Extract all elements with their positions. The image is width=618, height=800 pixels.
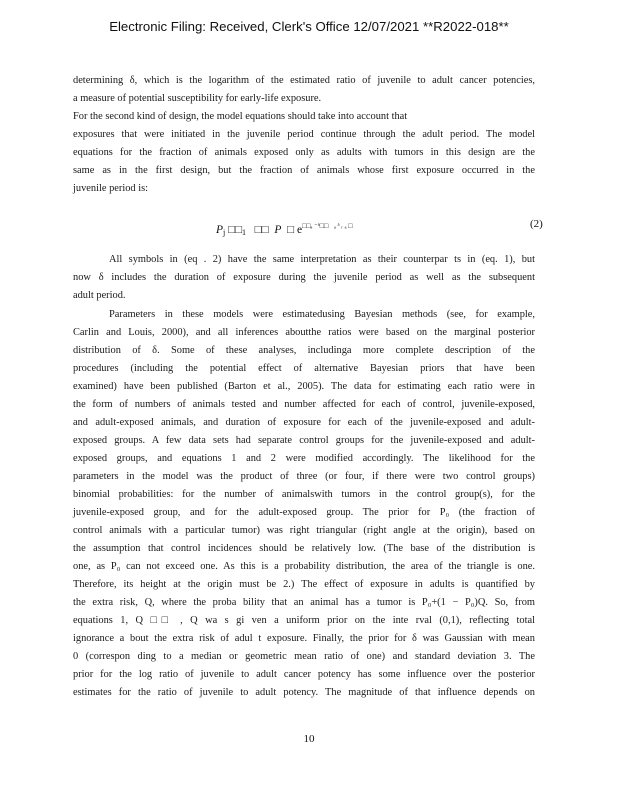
text-line: the form of numbers of animals tested and number affected for each of control, juvenile-exposed, [73,399,535,410]
eq-trailing: ₐ ᵟ ᵣ ₐ □ [333,222,353,230]
eq-symbol-p: P [216,224,224,236]
text-line: estimates for the ratio of juvenile to adult potency. The magnitude of that influence depends on [73,687,535,698]
text-line: Carlin and Louis, 2000), and all inferences aboutthe ratios were based on the marginal posterior [73,327,535,338]
text-line: the assumption that control incidences should be relatively low. (The base of the distribution is [73,543,535,554]
text-line: distribution of δ. Some of these analyses, includinga more complete description of the [73,345,535,356]
text-line: adult period. [73,290,126,301]
text-line: binomial probabilities: for the number of animalswith tumors in the control group(s), for the [73,489,535,500]
eq-symbol-p2: P [274,224,282,236]
text-line: All symbols in (eq . 2) have the same interpretation as their counterpar ts in (eq. 1), but [109,254,535,265]
eq-subscript-j: j [223,228,226,237]
text-line: a measure of potential susceptibility for early-life exposure. [73,93,322,104]
text-line: exposures that were initiated in the juvenile period continue through the adult period. The model [73,129,535,140]
text-line: For the second kind of design, the model equations should take into account that [73,111,408,122]
text-line: now δ includes the duration of exposure during the juvenile period as well as the subsequent [73,272,535,283]
text-line: parameters in the model was the product of three (or four, if there were two control groups) [73,471,535,482]
text-line: Parameters in these models were estimatedusing Bayesian methods (see, for example, [109,309,535,320]
text-line: prior for the log ratio of juvenile to adult cancer potency has some influence over the posterior [73,669,535,680]
text-line: same as in the first design, but the fraction of animals whose first exposure occurred in the [73,165,535,176]
text-line: 0 (correspon ding to a median or geometric mean ratio of one) and standard deviation 3. The [73,651,535,662]
text-line: exposed groups. A few data sets had separate control groups for the juvenile-exposed and adult- [73,435,535,446]
eq-glyph: □□ [254,224,269,236]
eq-subscript: 1 [242,228,247,237]
eq-glyph: □ [287,224,295,236]
text-line: juvenile period is: [73,183,149,194]
text-line: juvenile-exposed group, and for the adult-exposed group. The prior for P₀ (the fraction of [73,507,535,518]
text-line: the extra risk, Q, where the proba bility that an animal has a tumor is P₀+(1 − P₀)Q. So, from [73,597,535,608]
equation-number: (2) [530,218,543,230]
text-line: determining δ, which is the logarithm of the estimated ratio of juvenile to adult cancer potencies, [73,75,535,86]
text-line: equations for the fraction of animals exposed only as adults with tumors in this design are the [73,147,535,158]
equation-2 [216,222,353,237]
text-line: control animals with a particular tumor) was right triangular (right angle at the origin), based on [73,525,535,536]
eq-glyph: □□ [228,224,243,236]
text-line: exposed groups, and equations 1 and 2 were modified accordingly. The likelihood for the [73,453,535,464]
text-line: one, as P₀ can not exceed one. As this is a probability distribution, the area of the triangle is one. [73,561,535,572]
text-line: equations 1, Q □□ , Q wa s gi ven a uniform prior on the inte rval (0,1), reflecting total [73,615,535,626]
filing-header: Electronic Filing: Received, Clerk's Office 12/07/2021 **R2022-018** [109,19,509,34]
text-line: examined) have been published (Barton et al., 2005). The data for estimating each ratio were in [73,381,535,392]
eq-symbol-e: e [296,224,303,236]
text-line: Therefore, its height at the origin must be 2.) The effect of exposure in adults is quantified by [73,579,535,590]
text-line: ignorance a bout the extra risk of adul t exposure. Finally, the prior for δ was Gaussian with mean [73,633,535,644]
text-line: procedures (including the potential effect of alternative Bayesian priors that have been [73,363,535,374]
eq-exponent: □□ₐ ⁻ᵟ□□ [302,222,329,230]
page-number: 10 [303,733,315,745]
text-line: and adult-exposed animals, and duration of exposure for each of the juvenile-exposed and adult- [73,417,535,428]
